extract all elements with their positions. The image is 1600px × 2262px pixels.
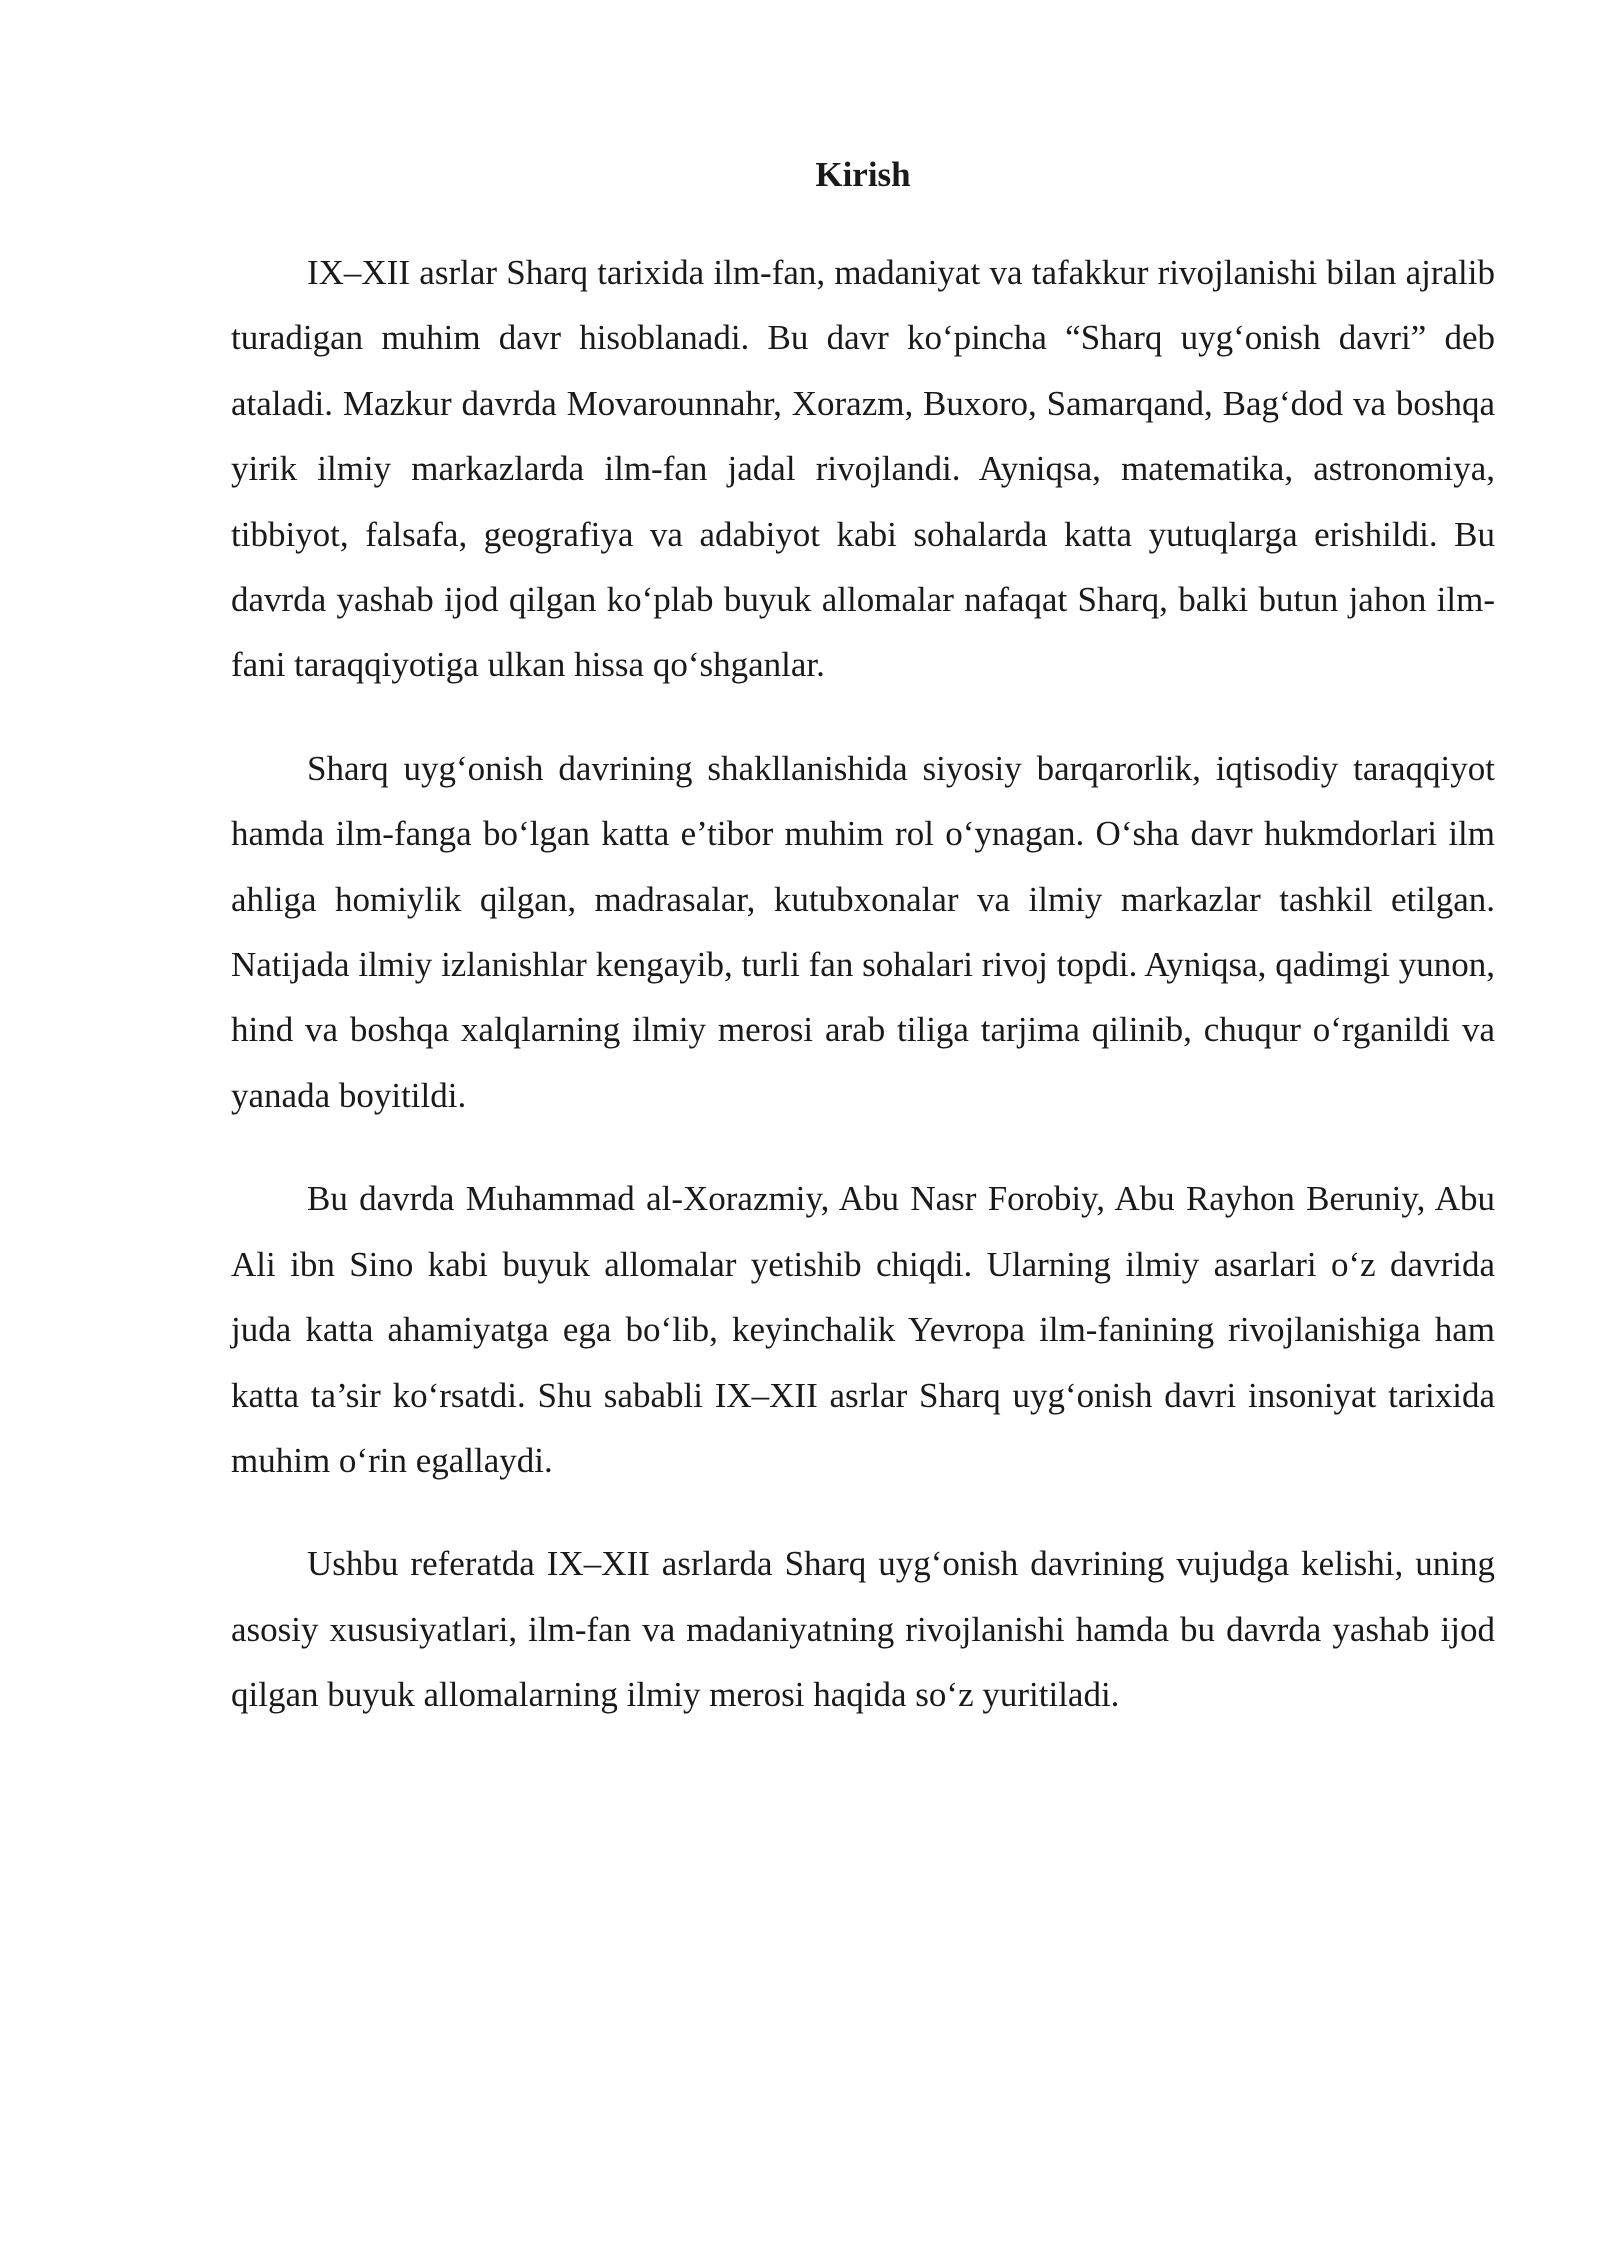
paragraph-2: Sharq uyg‘onish davrining shakllanishida siyosiy barqarorlik, iqtisodiy taraqqiyot hamda ilm-fanga bo‘lgan katta e’tibor muhim rol o‘ynagan. O‘sha davr hukmdorlari ilm ahliga homiylik qilgan, madrasalar, kutubxonalar va ilmiy markazlar tashkil etilgan. Natijada ilmiy izlanishlar kengayib, turli fan sohalari rivoj topdi. Ayniqsa, qadimgi yunon, hind va boshqa xalqlarning ilmiy merosi arab tiliga tarjima qilinib, chuqur o‘rganildi va yanada boyitildi. [231,748,1495,1115]
document-body [231,145,1495,1766]
paragraph-3: Bu davrda Muhammad al-Xorazmiy, Abu Nasr Forobiy, Abu Rayhon Beruniy, Abu Ali ibn Sino kabi buyuk allomalar yetishib chiqdi. Ularning ilmiy asarlari o‘z davrida juda katta ahamiyatga ega bo‘lib, keyinchalik Yevropa ilm-fanining rivojlanishiga ham katta ta’sir ko‘rsatdi. Shu sababli IX–XII asrlar Sharq uyg‘onish davri insoniyat tarixida muhim o‘rin egallaydi. [231,1179,1495,1480]
page-title: Kirish [815,155,911,194]
paragraph-1: IX–XII asrlar Sharq tarixida ilm-fan, madaniyat va tafakkur rivojlanishi bilan ajralib turadigan muhim davr hisoblanadi. Bu davr ko‘pincha “Sharq uyg‘onish davri” deb ataladi. Mazkur davrda Movarounnahr, Xorazm, Buxoro, Samarqand, Bag‘dod va boshqa yirik ilmiy markazlarda ilm-fan jadal rivojlandi. Ayniqsa, matematika, astronomiya, tibbiyot, falsafa, geografiya va adabiyot kabi sohalarda katta yutuqlarga erishildi. Bu davrda yashab ijod qilgan ko‘plab buyuk allomalar nafaqat Sharq, balki butun jahon ilm-fani taraqqiyotiga ulkan hissa qo‘shganlar. [231,253,1495,685]
paragraph-4: Ushbu referatda IX–XII asrlarda Sharq uyg‘onish davrining vujudga kelishi, uning asosiy xususiyatlari, ilm-fan va madaniyatning rivojlanishi hamda bu davrda yashab ijod qilgan buyuk allomalarning ilmiy merosi haqida so‘z yuritiladi. [231,1544,1495,1715]
